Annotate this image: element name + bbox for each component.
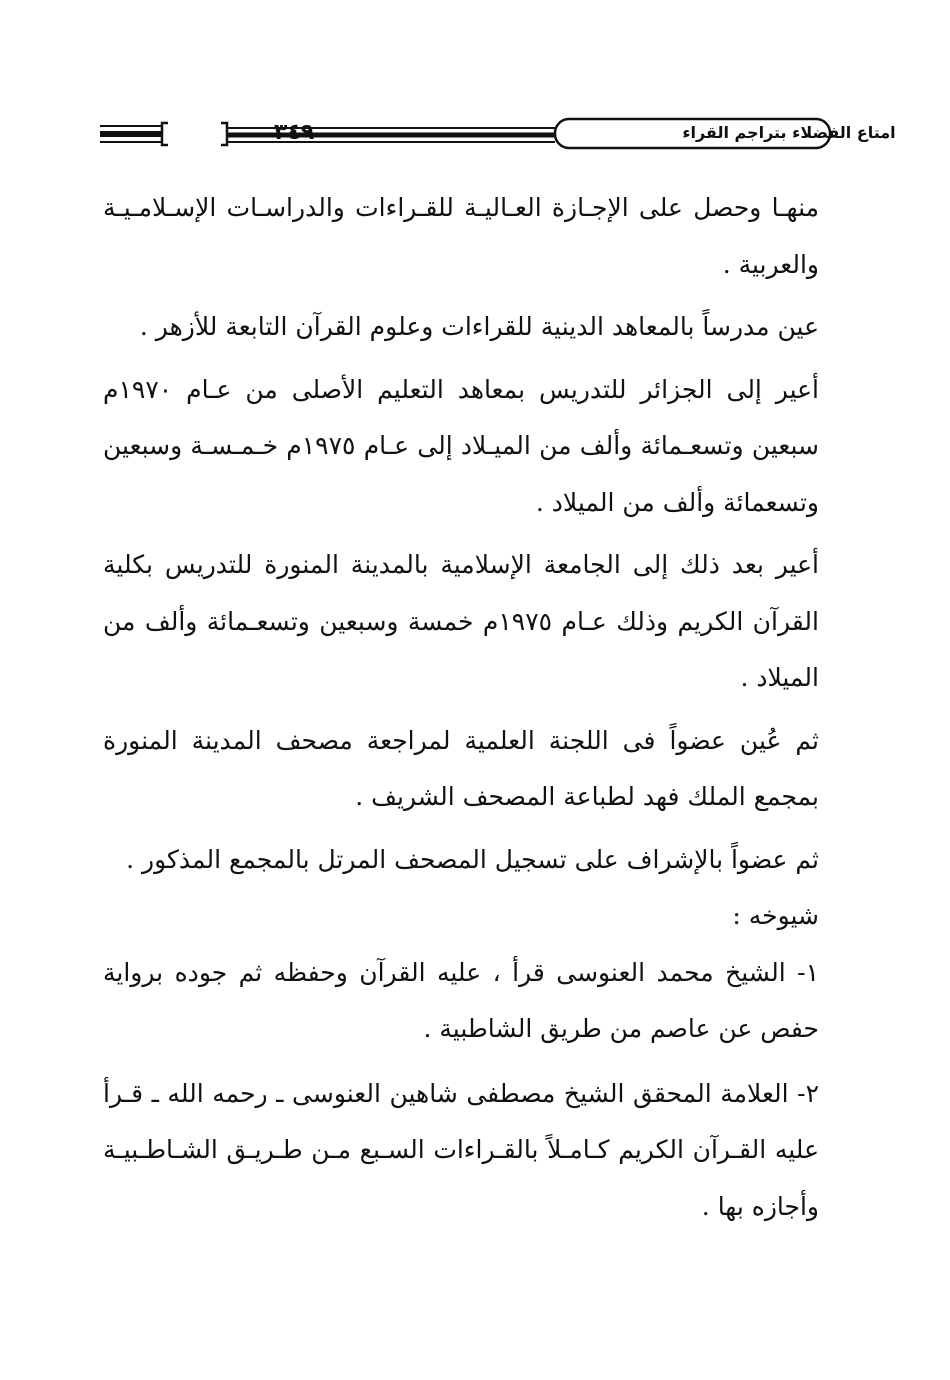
paragraph-madinah-university: أعير بعد ذلك إلى الجامعة الإسلامية بالمدينة المنورة للتدريس بكلية القرآن الكريم وذلك عـام ١٩٧٥م خمسة وسبعين وتسعـمائة وألف من الميلاد .	[103, 550, 819, 692]
list-item-teacher-1: ١- الشيخ محمد العنوسى قرأ ، عليه القرآن وحفظه ثم جوده برواية حفص عن عاصم من طريق الشاطبية .	[103, 957, 819, 1043]
paragraph-teacher-appointment: عين مدرساً بالمعاهد الدينية للقراءات وعلوم القرآن التابعة للأزهر .	[139, 312, 819, 341]
paragraph-recording-supervision: ثم عضواً بالإشراف على تسجيل المصحف المرتل بالمجمع المذكور .	[126, 844, 819, 874]
paragraph-mushaf-committee: ثم عُين عضواً فى اللجنة العلمية لمراجعة مصحف المدينة المنورة بمجمع الملك فهد لطباعة المصحف الشريف .	[103, 725, 819, 811]
page-header	[100, 114, 896, 158]
list-item-teacher-2: ٢- العلامة المحقق الشيخ مصطفى شاهين العنوسى ـ رحمه الله ـ قـرأ عليه القـرآن الكريم كـامـلاً بالقـراءات السـبع مـن طـريـق الشـاطـبيـة وأجازه بها .	[103, 1078, 819, 1221]
running-title: امتاع الفضلاء بتراجم القراء	[682, 123, 896, 142]
page-number: ٣٤٩	[273, 120, 315, 145]
paragraph-degree: منهـا وحصل على الإجـازة العـاليـة للقـراءات والدراسـات الإسـلامـيـة والعربية .	[103, 193, 819, 279]
section-heading-teachers: شيوخه :	[732, 901, 819, 930]
paragraph-algeria-secondment: أعير إلى الجزائر للتدريس بمعاهد التعليم الأصلى من عـام ١٩٧٠م سبعين وتسعـمائة وألف من الميـلاد إلى عـام ١٩٧٥م خـمـسـة وسبعين وتسعمائة وألف من الميلاد .	[103, 374, 819, 517]
page-body	[103, 180, 819, 1235]
